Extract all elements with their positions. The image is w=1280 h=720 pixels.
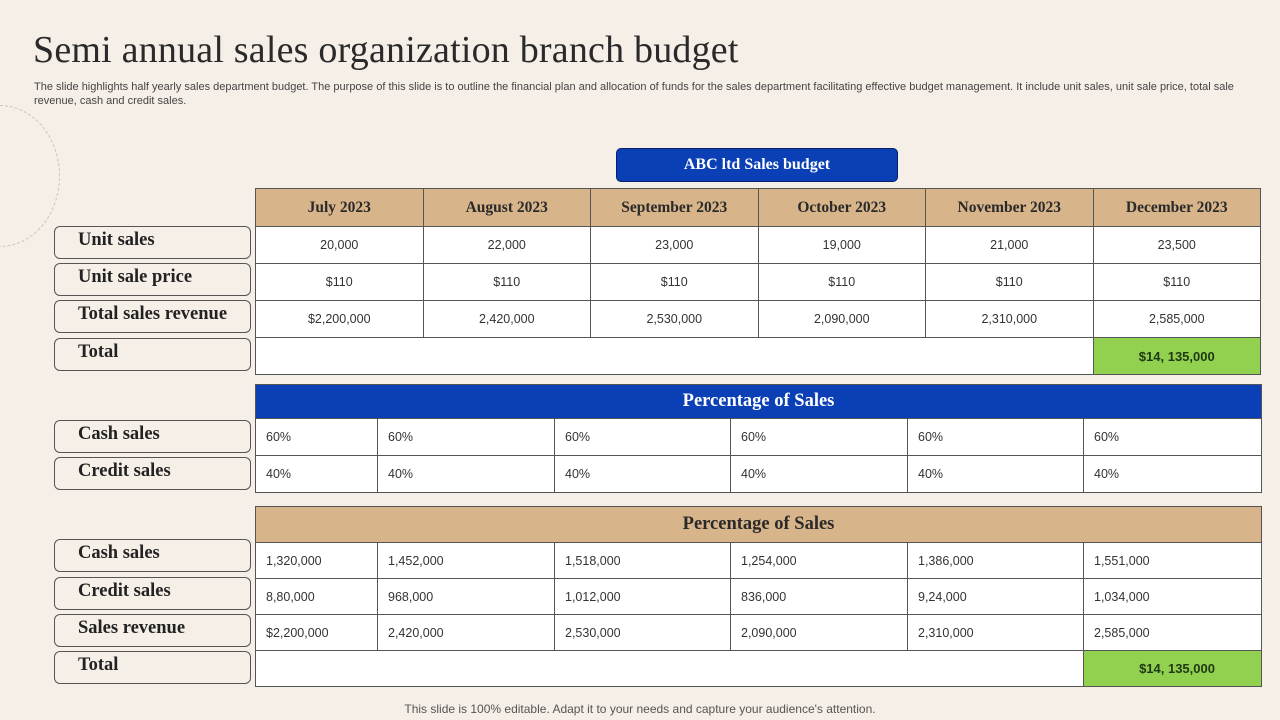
table-cell: 2,420,000 — [423, 301, 591, 338]
table-row — [256, 419, 1262, 456]
table-cell: 40% — [378, 456, 555, 493]
table-cell: 1,551,000 — [1084, 543, 1262, 579]
table-cell: $110 — [1093, 264, 1261, 301]
row-label-cash-sales-amt: Cash sales — [54, 539, 251, 572]
table-cell: $2,200,000 — [256, 301, 424, 338]
row-label-total-sales-revenue: Total sales revenue — [54, 300, 251, 333]
month-header: November 2023 — [926, 189, 1094, 227]
table-cell: 21,000 — [926, 227, 1094, 264]
table-cell: 1,034,000 — [1084, 579, 1262, 615]
table-cell: 1,386,000 — [908, 543, 1084, 579]
table-cell: 20,000 — [256, 227, 424, 264]
page-subtitle: The slide highlights half yearly sales department budget. The purpose of this slide is to outline the financial plan and allocation of funds for the sales department facilitating effective budget management. It include unit sales, unit sale price, total sale revenue, cash and credit sales. — [34, 81, 1234, 107]
table-cell: 836,000 — [731, 579, 908, 615]
table-cell: $110 — [926, 264, 1094, 301]
table-row — [256, 579, 1262, 615]
section-header-row — [256, 385, 1262, 419]
row-label-total: Total — [54, 338, 251, 371]
table-cell: 1,254,000 — [731, 543, 908, 579]
blank-cell — [256, 338, 1094, 375]
table-cell: 1,518,000 — [555, 543, 731, 579]
table-cell: 60% — [1084, 419, 1262, 456]
row-label-cash-sales-pct: Cash sales — [54, 420, 251, 453]
month-header-row — [256, 189, 1261, 227]
table-cell: $2,200,000 — [256, 615, 378, 651]
table-cell: $110 — [758, 264, 926, 301]
table-row — [256, 301, 1261, 338]
total-row — [256, 338, 1261, 375]
table-cell: 60% — [378, 419, 555, 456]
table-cell: 19,000 — [758, 227, 926, 264]
table-cell: 2,420,000 — [378, 615, 555, 651]
section-header-row — [256, 507, 1262, 543]
table-cell: 1,320,000 — [256, 543, 378, 579]
row-label-credit-sales-amt: Credit sales — [54, 577, 251, 610]
table-cell: 2,530,000 — [555, 615, 731, 651]
month-header: July 2023 — [256, 189, 424, 227]
row-label-unit-sales: Unit sales — [54, 226, 251, 259]
row-label-unit-sale-price: Unit sale price — [54, 263, 251, 296]
table-cell: $110 — [591, 264, 759, 301]
table-cell: 2,530,000 — [591, 301, 759, 338]
table-cell: 8,80,000 — [256, 579, 378, 615]
table-cell: 22,000 — [423, 227, 591, 264]
table-cell: 2,310,000 — [926, 301, 1094, 338]
budget-total-value: $14, 135,000 — [1093, 338, 1261, 375]
table-cell: 60% — [731, 419, 908, 456]
footer-note: This slide is 100% editable. Adapt it to your needs and capture your audience's attention. — [404, 702, 876, 716]
sales-amount-table — [255, 506, 1262, 687]
month-header: October 2023 — [758, 189, 926, 227]
blank-cell — [256, 651, 1084, 687]
table-cell: 40% — [908, 456, 1084, 493]
table-cell: 2,090,000 — [731, 615, 908, 651]
table-cell: 968,000 — [378, 579, 555, 615]
table-cell: 40% — [731, 456, 908, 493]
table-cell: 40% — [1084, 456, 1262, 493]
month-header: December 2023 — [1093, 189, 1261, 227]
table-cell: 2,585,000 — [1084, 615, 1262, 651]
table-cell: 1,012,000 — [555, 579, 731, 615]
table-cell: 2,310,000 — [908, 615, 1084, 651]
table-cell: $110 — [256, 264, 424, 301]
row-label-sales-revenue: Sales revenue — [54, 614, 251, 647]
page-title: Semi annual sales organization branch budget — [33, 29, 739, 71]
table-row — [256, 264, 1261, 301]
table-cell: 9,24,000 — [908, 579, 1084, 615]
percentage-of-sales-table — [255, 384, 1262, 493]
table-row — [256, 227, 1261, 264]
amount-section-header: Percentage of Sales — [256, 507, 1262, 543]
sales-budget-table — [255, 188, 1261, 375]
table-row — [256, 615, 1262, 651]
table-cell: 23,000 — [591, 227, 759, 264]
row-label-credit-sales-pct: Credit sales — [54, 457, 251, 490]
table-cell: 2,585,000 — [1093, 301, 1261, 338]
total-row — [256, 651, 1262, 687]
table-cell: 60% — [555, 419, 731, 456]
decorative-arc — [0, 105, 60, 247]
table-cell: 40% — [256, 456, 378, 493]
table-cell: 23,500 — [1093, 227, 1261, 264]
table-cell: 40% — [555, 456, 731, 493]
table-cell: 1,452,000 — [378, 543, 555, 579]
row-label-total-amt: Total — [54, 651, 251, 684]
amount-total-value: $14, 135,000 — [1084, 651, 1262, 687]
month-header: August 2023 — [423, 189, 591, 227]
table-cell: 60% — [256, 419, 378, 456]
table-cell: 60% — [908, 419, 1084, 456]
table-row — [256, 543, 1262, 579]
table-row — [256, 456, 1262, 493]
table-cell: 2,090,000 — [758, 301, 926, 338]
month-header: September 2023 — [591, 189, 759, 227]
budget-badge: ABC ltd Sales budget — [616, 148, 898, 182]
percentage-section-header: Percentage of Sales — [256, 385, 1262, 419]
table-cell: $110 — [423, 264, 591, 301]
